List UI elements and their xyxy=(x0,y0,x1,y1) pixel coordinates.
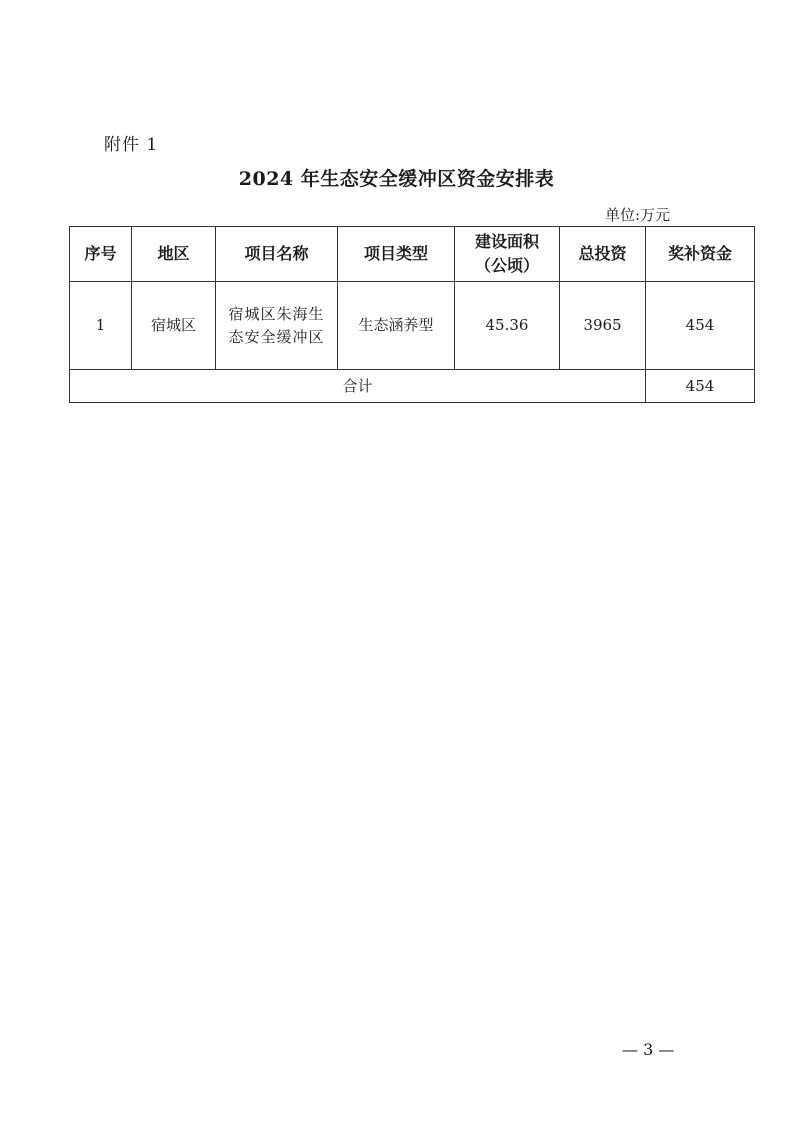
total-row xyxy=(70,370,755,403)
cell-region: 宿城区 xyxy=(132,282,216,370)
project-name-text: 宿城区朱海生态安全缓冲区 xyxy=(228,304,325,346)
table-header-row xyxy=(70,227,755,282)
header-index: 序号 xyxy=(70,227,132,282)
cell-index: 1 xyxy=(70,282,132,370)
page-number: — 3 — xyxy=(622,1040,675,1059)
funds-table xyxy=(69,226,755,403)
header-project-name: 项目名称 xyxy=(216,227,338,282)
unit-label: 单位:万元 xyxy=(605,206,671,224)
cell-project-type: 生态涵养型 xyxy=(338,282,455,370)
document-title: 2024 年生态安全缓冲区资金安排表 xyxy=(238,168,555,190)
header-region: 地区 xyxy=(132,227,216,282)
cell-subsidy: 454 xyxy=(646,282,755,370)
total-label: 合计 xyxy=(70,370,646,403)
cell-project-name xyxy=(216,282,338,370)
header-project-type: 项目类型 xyxy=(338,227,455,282)
table-row xyxy=(70,282,755,370)
cell-area: 45.36 xyxy=(455,282,560,370)
header-total-investment: 总投资 xyxy=(560,227,646,282)
header-subsidy: 奖补资金 xyxy=(646,227,755,282)
attachment-label: 附件 1 xyxy=(104,135,159,155)
cell-total-investment: 3965 xyxy=(560,282,646,370)
header-area: 建设面积 （公顷） xyxy=(455,227,560,282)
total-subsidy: 454 xyxy=(646,370,755,403)
